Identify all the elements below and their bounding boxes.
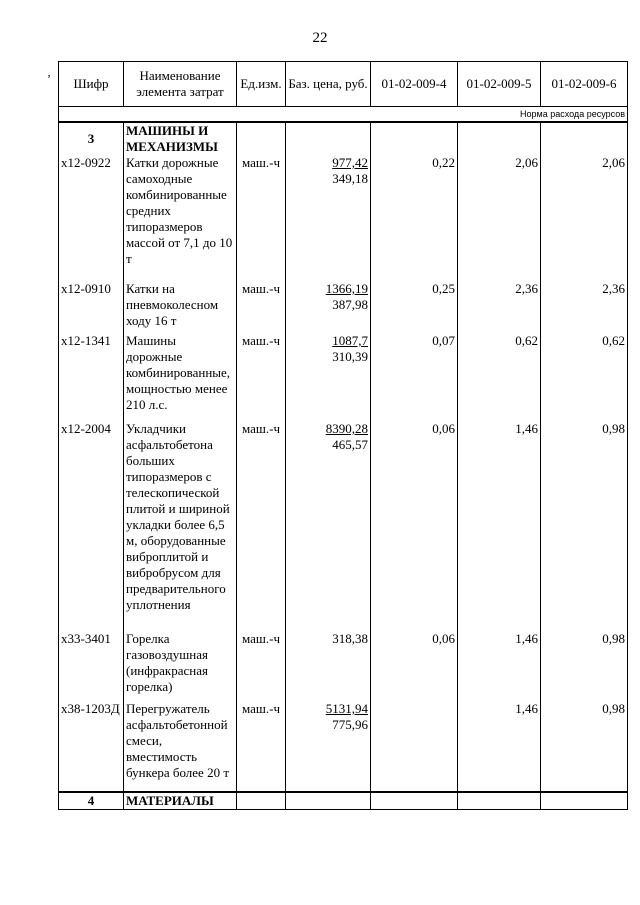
resource-price xyxy=(286,333,371,421)
norm-value-1 xyxy=(371,701,458,792)
table-row xyxy=(59,155,628,281)
resource-price xyxy=(286,631,371,701)
resource-code: х12-0922 xyxy=(59,155,124,281)
resource-price xyxy=(286,281,371,333)
norm-value-3: 0,62 xyxy=(541,333,628,421)
norm-value-3: 0,98 xyxy=(541,701,628,792)
section-title: МАТЕРИАЛЫ xyxy=(124,792,237,810)
norm-value-3: 0,98 xyxy=(541,631,628,701)
norm-value-2: 0,62 xyxy=(458,333,541,421)
salary-price: 387,98 xyxy=(332,297,368,312)
resource-price xyxy=(286,701,371,792)
empty-cell xyxy=(458,792,541,810)
norm-value-2: 1,46 xyxy=(458,701,541,792)
base-price: 977,42 xyxy=(332,155,368,170)
norm-value-1: 0,06 xyxy=(371,631,458,701)
resource-code: х38-1203Д xyxy=(59,701,124,792)
header-code: Шифр xyxy=(59,62,124,107)
table-row xyxy=(59,701,628,792)
section-number: 4 xyxy=(59,792,124,810)
section-number: 3 xyxy=(59,122,124,155)
resource-table xyxy=(58,61,628,810)
empty-cell xyxy=(237,792,286,810)
norm-value-3: 2,36 xyxy=(541,281,628,333)
resource-name: Перегружатель асфальтобетонной смеси, вместимость бункера более 20 т xyxy=(124,701,237,792)
norm-value-1: 0,25 xyxy=(371,281,458,333)
resource-code: х12-0910 xyxy=(59,281,124,333)
resource-code: х12-2004 xyxy=(59,421,124,631)
norm-value-1: 0,22 xyxy=(371,155,458,281)
table-row xyxy=(59,281,628,333)
norm-label: Норма расхода ресурсов xyxy=(59,107,628,123)
resource-code: х33-3401 xyxy=(59,631,124,701)
resource-unit: маш.-ч xyxy=(237,631,286,701)
salary-price: 349,18 xyxy=(332,171,368,186)
resource-code: х12-1341 xyxy=(59,333,124,421)
salary-price: 465,57 xyxy=(332,437,368,452)
norm-value-1: 0,07 xyxy=(371,333,458,421)
norm-value-2: 1,46 xyxy=(458,421,541,631)
resource-unit: маш.-ч xyxy=(237,333,286,421)
base-price: 318,38 xyxy=(332,631,368,646)
header-col2: 01-02-009-5 xyxy=(458,62,541,107)
section-title: МАШИНЫ И МЕХАНИЗМЫ xyxy=(124,122,237,155)
norm-value-3: 2,06 xyxy=(541,155,628,281)
section-row xyxy=(59,122,628,155)
norm-value-3: 0,98 xyxy=(541,421,628,631)
table-header xyxy=(59,62,628,107)
table-row xyxy=(59,333,628,421)
header-name: Наименование элемента затрат xyxy=(124,62,237,107)
resource-unit: маш.-ч xyxy=(237,155,286,281)
base-price: 5131,94 xyxy=(325,701,368,716)
table-row xyxy=(59,421,628,631)
resource-name: Катки дорожные самоходные комбинированные средних типоразмеров массой от 7,1 до 10 т xyxy=(124,155,237,281)
resource-unit: маш.-ч xyxy=(237,421,286,631)
resource-name: Машины дорожные комбинированные, мощностью менее 210 л.с. xyxy=(124,333,237,421)
header-col3: 01-02-009-6 xyxy=(541,62,628,107)
norm-value-1: 0,06 xyxy=(371,421,458,631)
header-col1: 01-02-009-4 xyxy=(371,62,458,107)
section-row xyxy=(59,792,628,810)
margin-mark: ʼ xyxy=(47,72,51,86)
base-price: 8390,28 xyxy=(325,421,368,436)
salary-price: 310,39 xyxy=(332,349,368,364)
norm-value-2: 2,36 xyxy=(458,281,541,333)
norm-value-2: 1,46 xyxy=(458,631,541,701)
header-unit: Ед.изм. xyxy=(237,62,286,107)
resource-price xyxy=(286,155,371,281)
resource-unit: маш.-ч xyxy=(237,701,286,792)
table-row xyxy=(59,631,628,701)
resource-name: Горелка газовоздушная (инфракрасная горелка) xyxy=(124,631,237,701)
resource-name: Укладчики асфальтобетона больших типоразмеров с телескопической плитой и шириной укладки более 6,5 м, оборудованные виброплитой и вибробрусом для предварительного уплотнения xyxy=(124,421,237,631)
empty-cell xyxy=(371,792,458,810)
empty-cell xyxy=(286,792,371,810)
resource-name: Катки на пневмоколесном ходу 16 т xyxy=(124,281,237,333)
empty-cell xyxy=(541,792,628,810)
base-price: 1366,19 xyxy=(325,281,368,296)
base-price: 1087,7 xyxy=(332,333,368,348)
page-number: 22 xyxy=(312,30,328,46)
salary-price: 775,96 xyxy=(332,717,368,732)
norm-value-2: 2,06 xyxy=(458,155,541,281)
norm-row xyxy=(59,107,628,123)
header-price: Баз. цена, руб. xyxy=(286,62,371,107)
resource-unit: маш.-ч xyxy=(237,281,286,333)
resource-price xyxy=(286,421,371,631)
